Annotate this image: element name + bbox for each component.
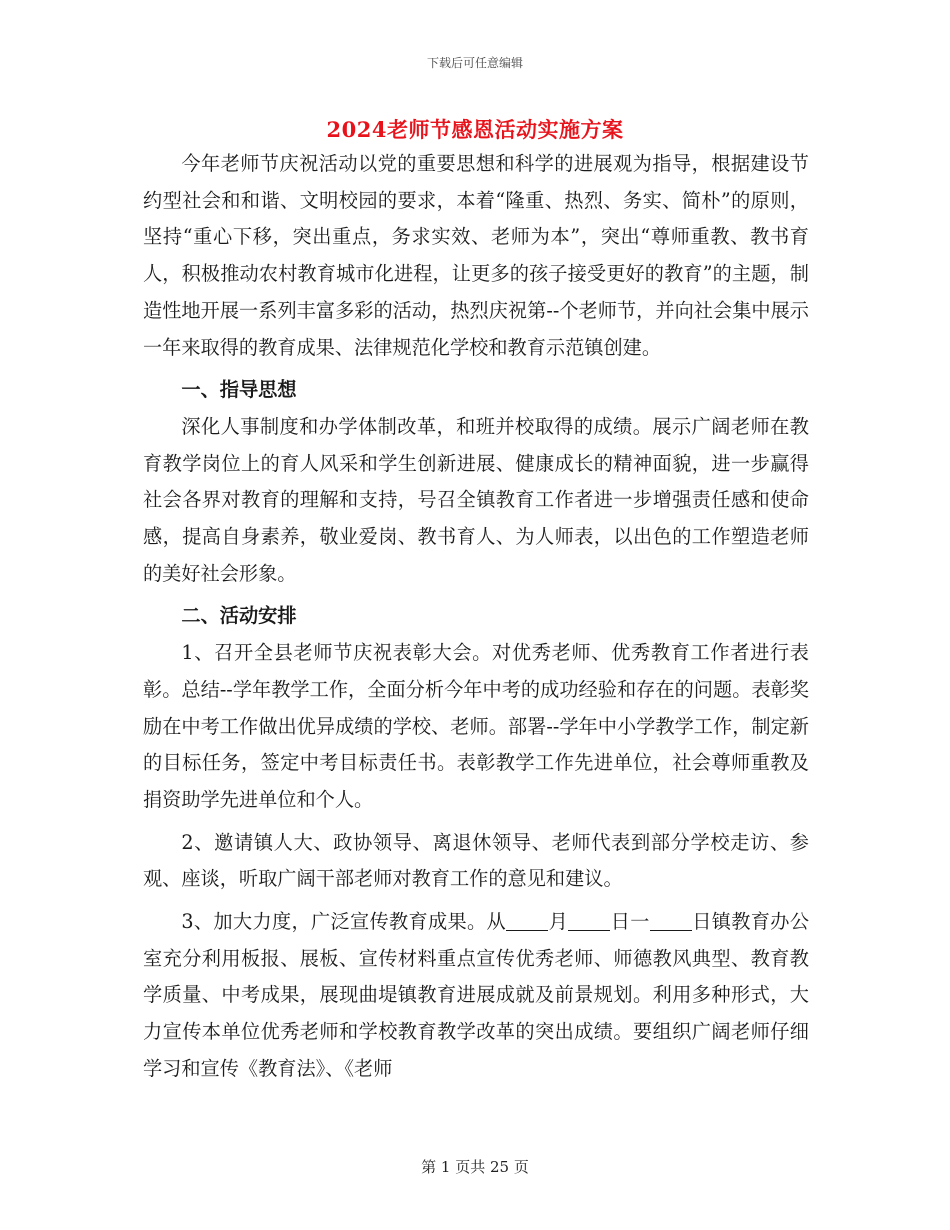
guiding-thought-paragraph: 深化人事制度和办学体制改革，和班并校取得的成绩。展示广阔老师在教育教学岗位上的育人风采和学生创新进展、健康成长的精神面貌，进一步赢得社会各界对教育的理解和支持，号召全镇教育工作者进一步增强责任感和使命感，提高自身素养，敬业爱岗、教书育人、为人师表，以出色的工作塑造老师的美好社会形象。 [143,414,809,585]
intro-paragraph: 今年老师节庆祝活动以党的重要思想和科学的进展观为指导，根据建设节约型社会和和谐、文明校园的要求，本着“隆重、热烈、务实、简朴”的原则，坚持“重心下移，突出重点，务求实效、老师为本”，突出“尊师重教、教书育人，积极推动农村教育城市化进程，让更多的孩子接受更好的教育”的主题，制造性地开展一系列丰富多彩的活动，热烈庆祝第--个老师节，并向社会集中展示一年来取得的教育成果、法律规范化学校和教育示范镇创建。 [143,152,809,359]
blank-day-end [650,911,692,931]
blank-day-start [568,911,610,931]
activity-item-1: 1、召开全县老师节庆祝表彰大会。对优秀老师、优秀教育工作者进行表彰。总结--学年教学工作，全面分析今年中考的成功经验和存在的问题。表彰奖励在中考工作做出优异成绩的学校、老师。部署--学年中小学教学工作，制定新的目标任务，签定中考目标责任书。表彰教学工作先进单位，社会尊师重教及捐资助学先进单位和个人。 [143,641,809,811]
activity-item-3-part-a: 3、加大力度，广泛宣传教育成果。从 [181,910,507,934]
activity-item-3-part-b: 月 [548,910,569,934]
document-body [143,146,809,1088]
section-heading-activity-plan: 二、活动安排 [181,604,297,628]
blank-month [506,911,548,931]
section-heading-guiding-thought: 一、指导思想 [181,378,297,402]
activity-item-3-part-d: 日镇教育办公室充分利用板报、展板、宣传材料重点宣传优秀老师、师德教风典型、教育教学质量、中考成果，展现曲堤镇教育进展成就及前景规划。利用多种形式，大力宣传本单位优秀老师和学校教育教学改革的突出成绩。要组织广阔老师仔细学习和宣传《教育法》、《老师 [143,910,810,1080]
page-header-note: 下载后可任意编辑 [426,56,523,70]
document-title: 2024老师节感恩活动实施方案 [326,117,624,142]
activity-item-3 [143,904,809,1088]
page-footer-number: 第 1 页共 25 页 [421,1158,529,1176]
activity-item-2: 2、邀请镇人大、政协领导、离退休领导、老师代表到部分学校走访、参观、座谈，听取广阔干部老师对教育工作的意见和建议。 [143,830,809,891]
activity-item-3-part-c: 日一 [610,910,650,934]
